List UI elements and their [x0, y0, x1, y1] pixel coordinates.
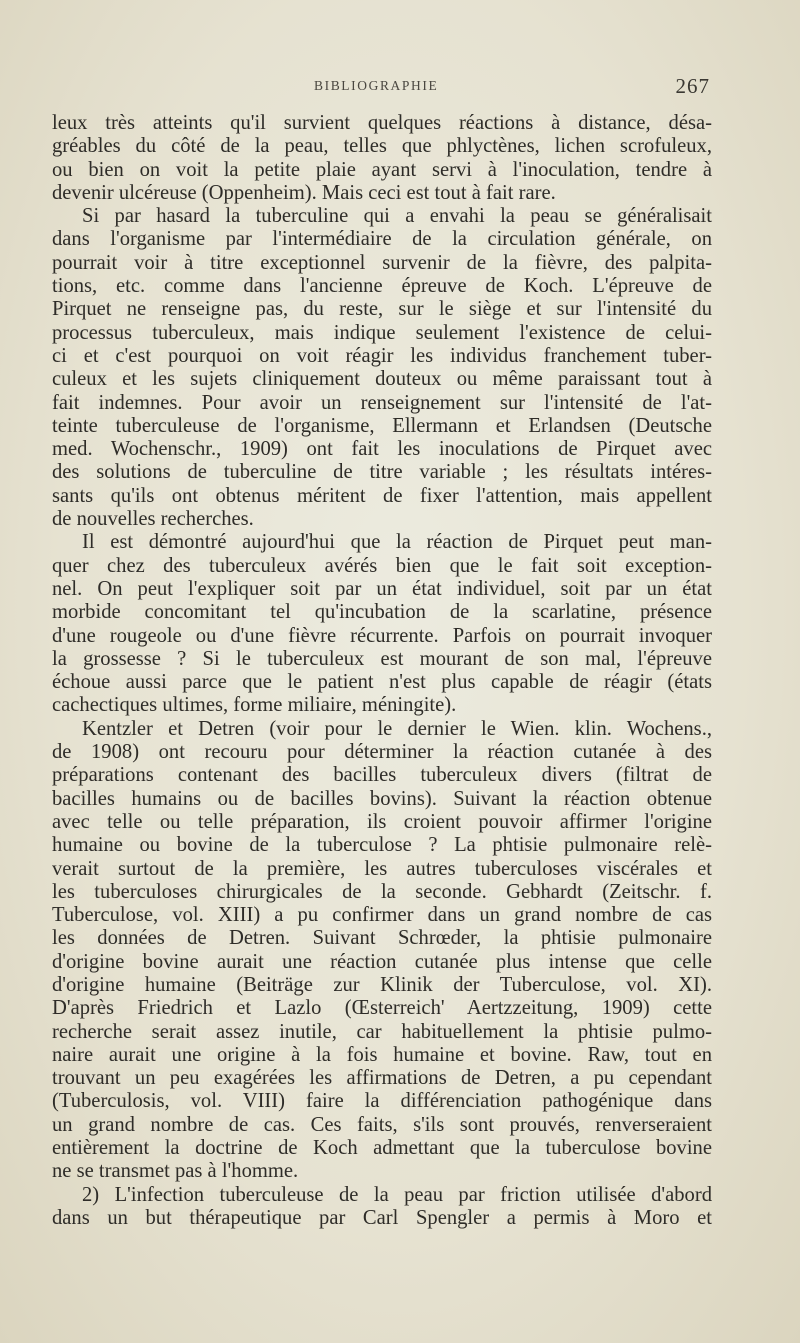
text-line: nel. On peut l'expliquer soit par un état individuel, soit par un état — [52, 577, 712, 600]
text-line: ne se transmet pas à l'homme. — [52, 1160, 299, 1183]
page-header — [52, 74, 710, 100]
text-line: les tuberculoses chirurgicales de la seconde. Gebhardt (Zeitschr. f. — [52, 880, 712, 903]
text-line: culeux et les sujets cliniquement douteux ou même paraissant tout à — [52, 368, 712, 391]
text-line: d'une rougeole ou d'une fièvre récurrente. Parfois on pourrait invoquer — [52, 624, 712, 647]
text-line: préparations contenant des bacilles tuberculeux divers (filtrat de — [52, 764, 712, 787]
text-line: verait surtout de la première, les autres tuberculoses viscérales et — [52, 857, 712, 880]
text-line: ci et c'est pourquoi on voit réagir les individus franchement tuber- — [52, 344, 712, 367]
text-line: sants qu'ils ont obtenus méritent de fixer l'attention, mais appellent — [52, 484, 712, 507]
text-line: dans l'organisme par l'intermédiaire de la circulation générale, on — [52, 228, 712, 251]
text-line: med. Wochenschr., 1909) ont fait les inoculations de Pirquet avec — [52, 438, 712, 461]
text-line: recherche serait assez inutile, car habituellement la phtisie pulmo- — [52, 1020, 712, 1043]
text-line: devenir ulcéreuse (Oppenheim). Mais ceci est tout à fait rare. — [52, 181, 556, 204]
text-line: 2) L'infection tuberculeuse de la peau par friction utilisée d'abord — [82, 1183, 712, 1206]
text-line: D'après Friedrich et Lazlo (Œsterreich' Aertzzeitung, 1909) cette — [52, 997, 712, 1020]
text-line: Tuberculose, vol. XIII) a pu confirmer dans un grand nombre de cas — [52, 904, 712, 927]
text-line: un grand nombre de cas. Ces faits, s'ils sont prouvés, renverseraient — [52, 1113, 712, 1136]
text-line: humaine ou bovine de la tuberculose ? La phtisie pulmonaire relè- — [52, 834, 712, 857]
text-line: échoue aussi parce que le patient n'est plus capable de réagir (états — [52, 671, 712, 694]
text-line: fait indemnes. Pour avoir un renseignement sur l'intensité de l'at- — [52, 391, 712, 414]
text-line: Pirquet ne renseigne pas, du reste, sur le siège et sur l'intensité du — [52, 298, 712, 321]
running-title: BIBLIOGRAPHIE — [314, 78, 439, 93]
text-line: avec telle ou telle préparation, ils croient pouvoir affirmer l'origine — [52, 810, 712, 833]
text-line: d'origine humaine (Beiträge zur Klinik der Tuberculose, vol. XI). — [52, 973, 712, 996]
text-line: Il est démontré aujourd'hui que la réaction de Pirquet peut man- — [82, 531, 712, 554]
text-line: gréables du côté de la peau, telles que phlyctènes, lichen scrofuleux, — [52, 135, 712, 158]
text-line: Kentzler et Detren (voir pour le dernier le Wien. klin. Wochens., — [82, 717, 712, 740]
text-line: trouvant un peu exagérées les affirmations de Detren, a pu cependant — [52, 1067, 712, 1090]
text-line: de nouvelles recherches. — [52, 508, 254, 531]
text-line: entièrement la doctrine de Koch admettant que la tuberculose bovine — [52, 1137, 712, 1160]
text-line: bacilles humains ou de bacilles bovins). Suivant la réaction obtenue — [52, 787, 712, 810]
text-line: (Tuberculosis, vol. VIII) faire la différenciation pathogénique dans — [52, 1090, 712, 1113]
text-line: processus tuberculeux, mais indique seulement l'existence de celui- — [52, 321, 712, 344]
text-line: pourrait voir à titre exceptionnel survenir de la fièvre, des palpita- — [52, 251, 712, 274]
text-line: Si par hasard la tuberculine qui a envahi la peau se généralisait — [82, 205, 712, 228]
text-line: naire aurait une origine à la fois humaine et bovine. Raw, tout en — [52, 1043, 712, 1066]
text-line: leux très atteints qu'il survient quelques réactions à distance, désa- — [52, 112, 712, 134]
page-number: 267 — [675, 74, 710, 98]
text-line: d'origine bovine aurait une réaction cutanée plus intense que celle — [52, 950, 712, 973]
text-line: cachectiques ultimes, forme miliaire, méningite). — [52, 694, 457, 717]
text-line: les données de Detren. Suivant Schrœder, la phtisie pulmonaire — [52, 927, 712, 950]
text-line: quer chez des tuberculeux avérés bien que le fait soit exception- — [52, 554, 712, 577]
text-line: tions, etc. comme dans l'ancienne épreuve de Koch. L'épreuve de — [52, 275, 712, 298]
text-line: la grossesse ? Si le tuberculeux est mourant de son mal, l'épreuve — [52, 647, 712, 670]
text-line: dans un but thérapeutique par Carl Spengler a permis à Moro et — [52, 1206, 712, 1229]
text-line: de 1908) ont recouru pour déterminer la réaction cutanée à des — [52, 741, 712, 764]
text-line: des solutions de tuberculine de titre variable ; les résultats intéres- — [52, 461, 712, 484]
text-line: teinte tuberculeuse de l'organisme, Ellermann et Erlandsen (Deutsche — [52, 414, 712, 437]
text-line: morbide concomitant tel qu'incubation de la scarlatine, présence — [52, 601, 712, 624]
text-line: ou bien on voit la petite plaie ayant servi à l'inoculation, tendre à — [52, 158, 712, 181]
body-text — [52, 112, 712, 1230]
